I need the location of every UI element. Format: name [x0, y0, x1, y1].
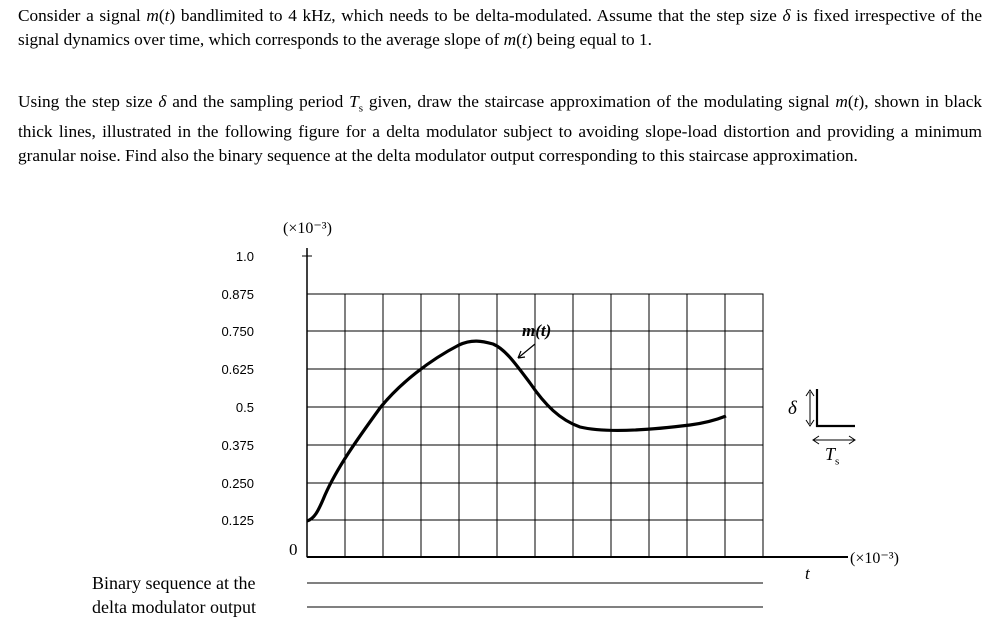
origin-label: 0: [289, 540, 298, 559]
binary-label-line-1: Binary sequence at the: [92, 573, 256, 593]
y-tick-label: 0.5: [235, 400, 254, 415]
curve-label: m(t): [522, 321, 552, 340]
signal-curve-m-t: [307, 341, 726, 521]
y-tick-label: 0.875: [221, 287, 254, 302]
legend-ts-label: $T_s$: [825, 444, 840, 468]
y-tick-label: 0.125: [221, 513, 254, 528]
problem-paragraph-1: Consider a signal m(t) bandlimited to 4 kHz, which needs to be delta-modulated. Assume that the step size δ is fixed irrespective of the signal dynamics over time, which corresponds to the average slope of m(t) being equal to 1.: [18, 6, 982, 49]
y-tick-label: 0.250: [221, 476, 254, 491]
legend-delta-label: δ: [788, 398, 797, 419]
y-scale-label: (×10⁻³): [283, 220, 332, 237]
binary-label-line-2: delta modulator output: [92, 597, 256, 617]
x-axis-label: t: [805, 564, 810, 583]
x-scale-label: (×10⁻³): [850, 550, 899, 567]
binary-sequence-label: [92, 571, 256, 619]
y-tick-label: 0.375: [221, 438, 254, 453]
y-tick-label: 0.750: [221, 324, 254, 339]
y-tick-label: 0.625: [221, 362, 254, 377]
y-tick-label: 1.0: [235, 249, 254, 264]
problem-paragraph-2: Using the step size δ and the sampling period $T_s$ given, draw the staircase approximation of the modulating signal m(t), shown in black thick lines, illustrated in the following figure for a delta modulator subject to avoiding slope-load distortion and providing a minimum granular noise. Find also the binary sequence at the delta modulator output corresponding to this staircase approximation.: [18, 92, 982, 166]
